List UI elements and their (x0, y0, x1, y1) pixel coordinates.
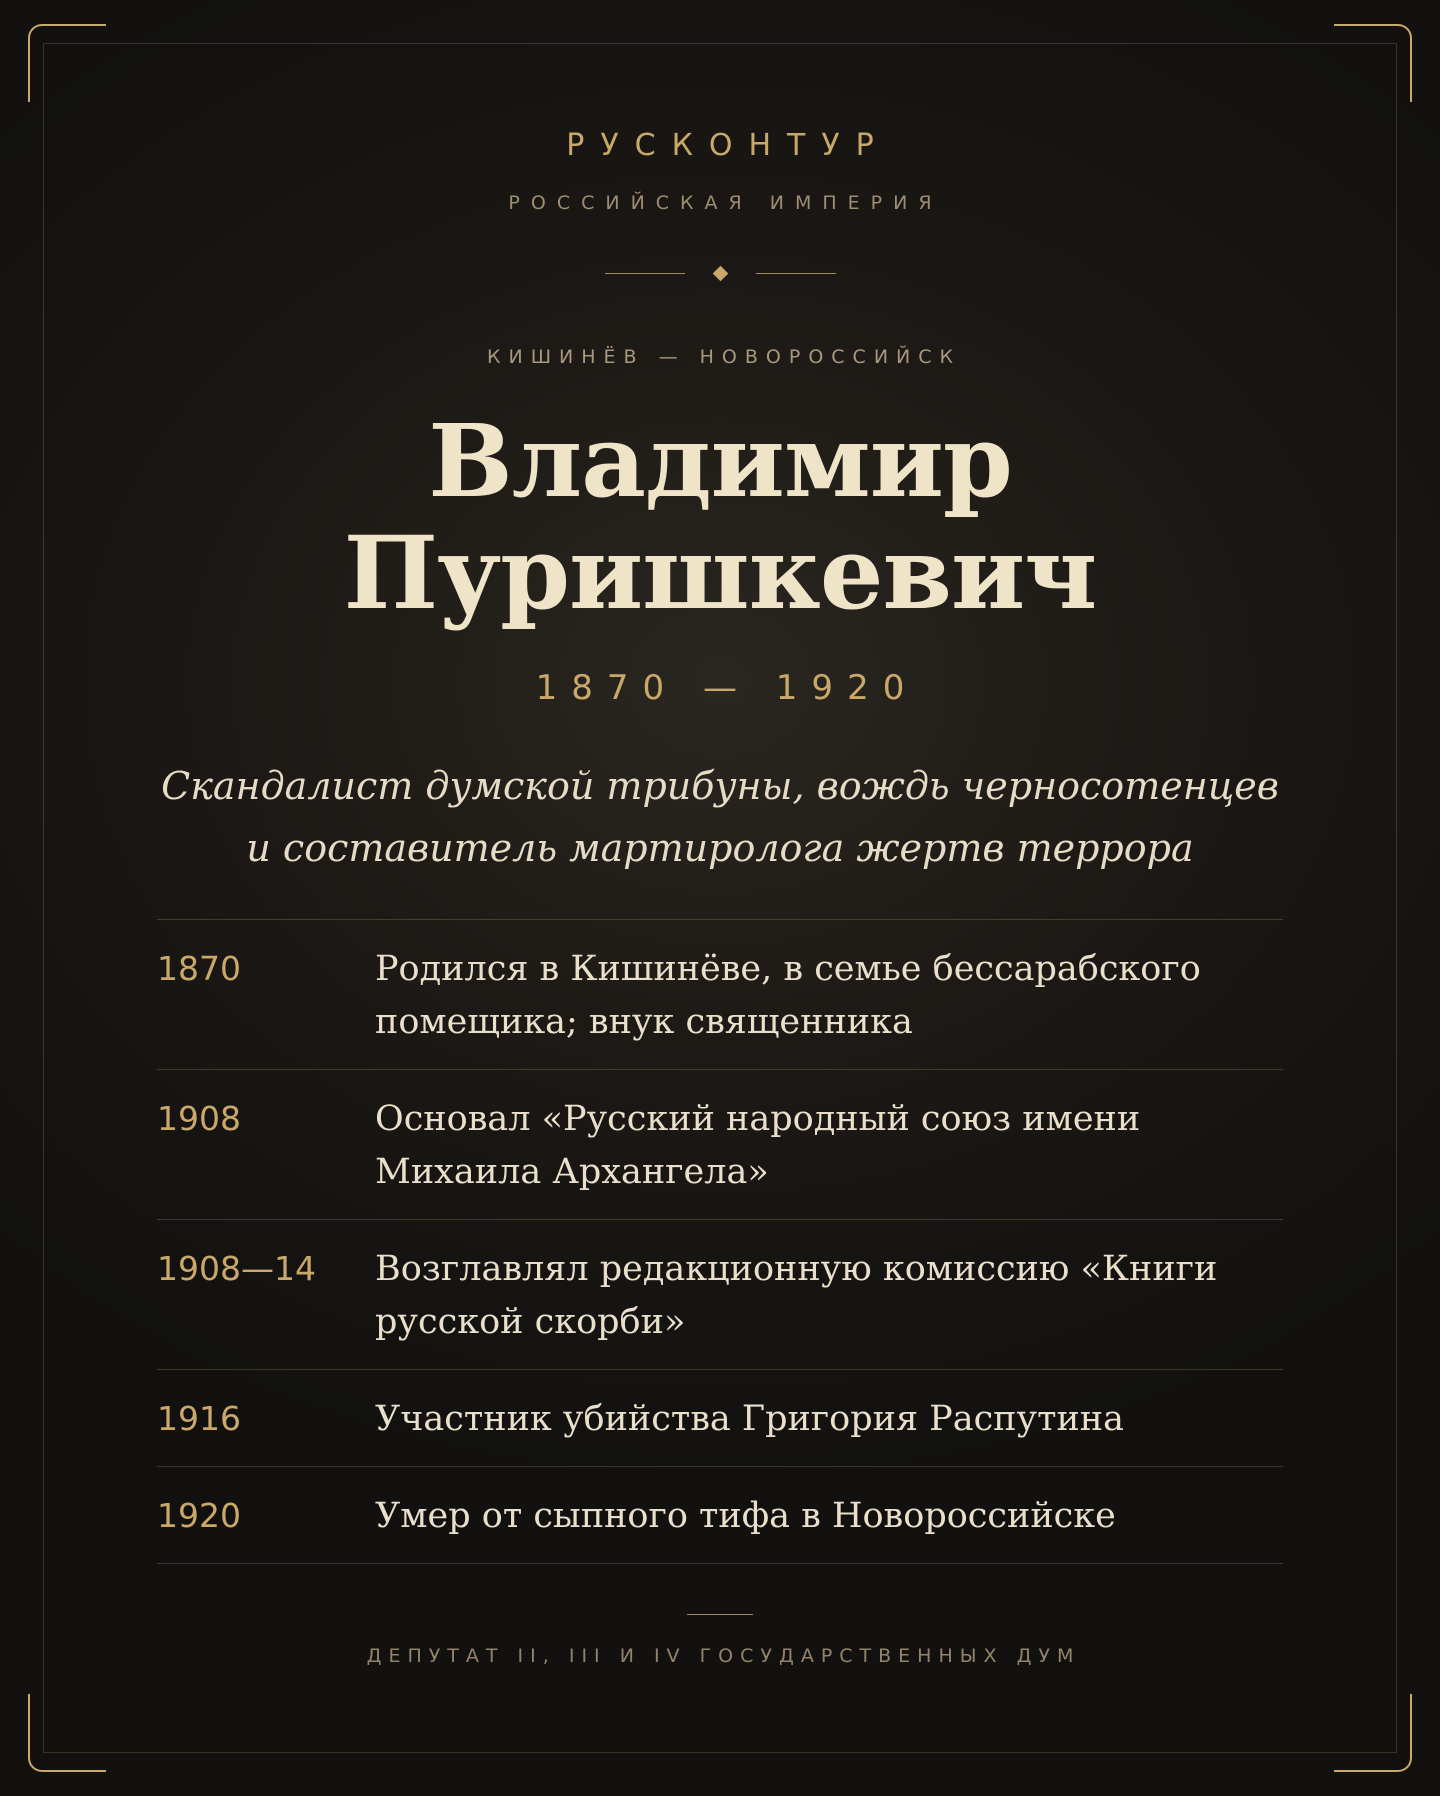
tagline-line-2: и составитель мартиролога жертв террора (246, 826, 1194, 870)
first-name: Владимир (428, 402, 1012, 520)
brand-title: РУСКОНТУР (566, 128, 890, 163)
timeline-row (157, 1220, 1283, 1370)
person-name (0, 402, 1440, 632)
tagline (0, 755, 1440, 879)
timeline-event: Умер от сыпного тифа в Новороссийске (375, 1496, 1116, 1536)
timeline-row (157, 1467, 1283, 1564)
tagline-line-1: Скандалист думской трибуны, вождь черносотенцев (161, 764, 1279, 808)
divider-ornament (0, 268, 1440, 279)
timeline-year: 1870 (157, 949, 241, 988)
divider-line-right (756, 273, 836, 274)
timeline-row (157, 920, 1283, 1070)
footer-caption: ДЕПУТАТ II, III И IV ГОСУДАРСТВЕННЫХ ДУМ (366, 1645, 1081, 1667)
last-name: Пуришкевич (343, 514, 1097, 632)
timeline-year: 1920 (157, 1496, 241, 1535)
timeline-event: Основал «Русский народный союз имени Михаила Архангела» (375, 1099, 1141, 1192)
brand-subtitle: РОССИЙСКАЯ ИМПЕРИЯ (508, 192, 943, 214)
corner-ornament-bottom-left (28, 1694, 106, 1772)
timeline-year: 1908—14 (157, 1249, 316, 1288)
route-label: КИШИНЁВ — НОВОРОССИЙСК (487, 346, 961, 368)
corner-ornament-top-right (1334, 24, 1412, 102)
diamond-icon (712, 266, 728, 282)
timeline-event: Участник убийства Григория Распутина (375, 1399, 1124, 1439)
timeline-year: 1916 (157, 1399, 241, 1438)
timeline (157, 919, 1283, 1564)
footer-divider (687, 1614, 753, 1615)
timeline-row (157, 1070, 1283, 1220)
corner-ornament-top-left (28, 24, 106, 102)
timeline-year: 1908 (157, 1099, 241, 1138)
timeline-event: Возглавлял редакционную комиссию «Книги русской скорби» (375, 1249, 1218, 1342)
corner-ornament-bottom-right (1334, 1694, 1412, 1772)
timeline-event: Родился в Кишинёве, в семье бессарабского помещика; внук священника (375, 949, 1201, 1042)
divider-line-left (605, 273, 685, 274)
life-years: 1870 — 1920 (535, 668, 919, 708)
timeline-row (157, 1370, 1283, 1467)
